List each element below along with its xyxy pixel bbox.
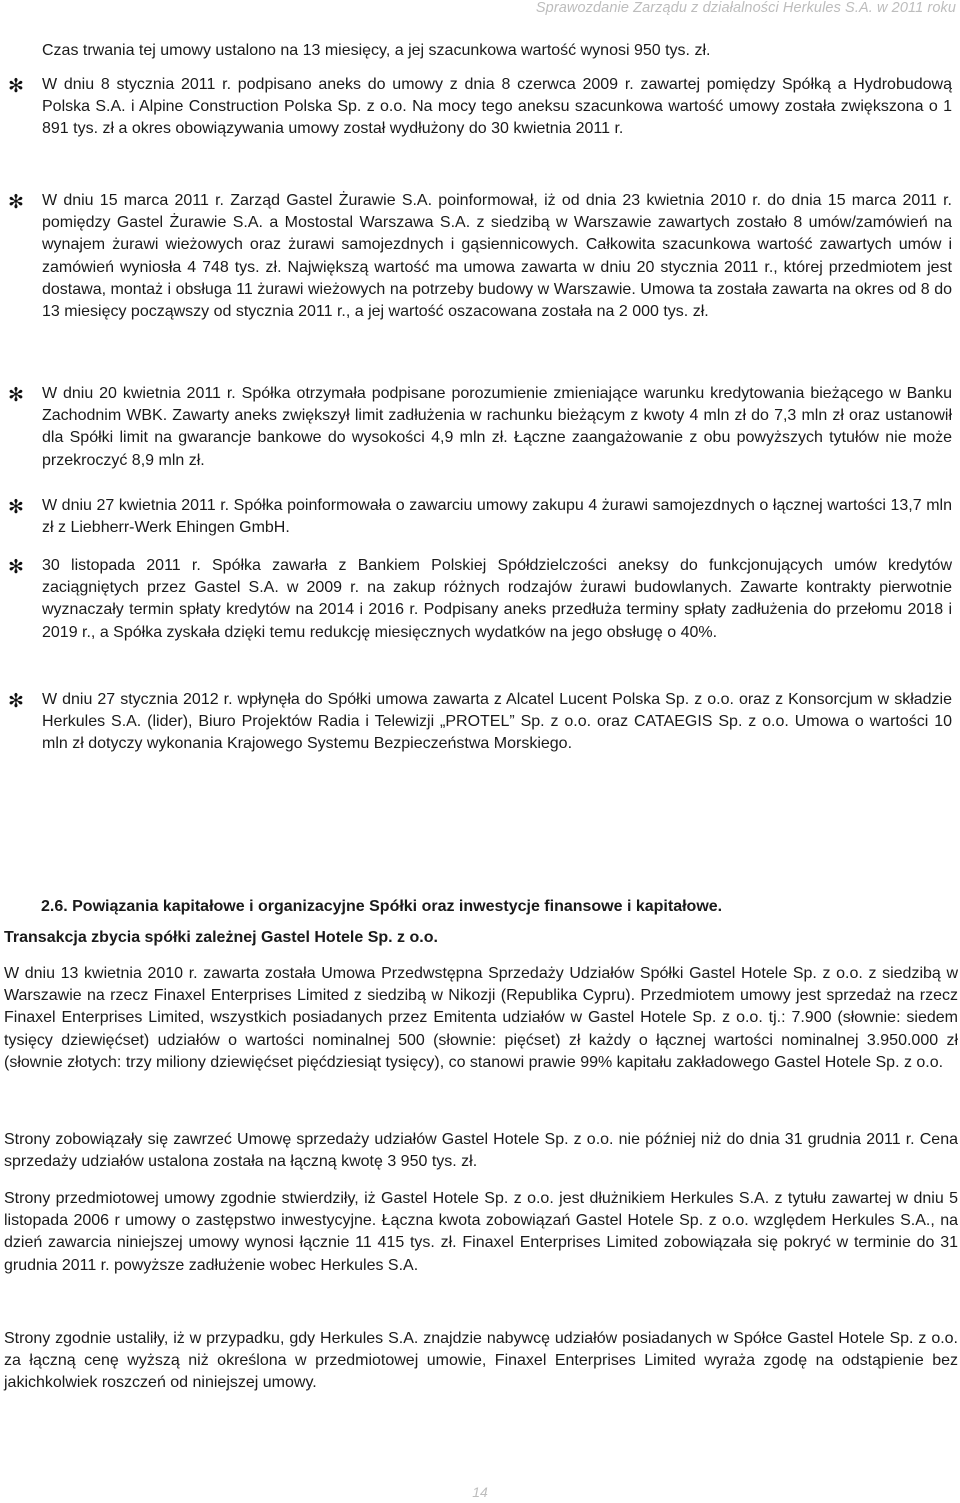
- asterisk-icon: ✻: [8, 691, 24, 712]
- bullet-paragraph: W dniu 8 stycznia 2011 r. podpisano aneks do umowy z dnia 8 czerwca 2009 r. zawartej pomiędzy Spółką a Hydrobudową Polska S.A. i Alpine Construction Polska Sp. z o.o. Na mocy tego aneksu szacunkowa wartość umowy została zwiększona o 1 891 tys. zł a okres obowiązywania umowy został wydłużony do 30 kwietnia 2011 r.: [42, 76, 952, 138]
- body-paragraph: Strony przedmiotowej umowy zgodnie stwierdziły, iż Gastel Hotele Sp. z o.o. jest dłużnikiem Herkules S.A. z tytułu zawartej w dniu 5 listopada 2006 r umowy o zastępstwo inwestycyjne. Łączna kwota zobowiązań Gastel Hotele Sp. z o.o. względem Herkules S.A., na dzień zawarcia niniejszej umowy wynosi łącznie 11 415 tys. zł. Finaxel Enterprises Limited zobowiązała się pokryć w terminie do 31 grudnia 2011 r. powyższe zadłużenie wobec Herkules S.A.: [4, 1190, 958, 1274]
- body-paragraph: Strony zgodnie ustaliły, iż w przypadku, gdy Herkules S.A. znajdzie nabywcę udziałów posiadanych w Spółce Gastel Hotele Sp. z o.o. za łączną cenę wyższą niż określona w przedmiotowej umowie, Finaxel Enterprises Limited wyraża zgodę na odstąpienie bez jakichkolwiek roszczeń od niniejszej umowy.: [4, 1330, 958, 1392]
- body-paragraph: W dniu 13 kwietnia 2010 r. zawarta została Umowa Przedwstępna Sprzedaży Udziałów Spółki Gastel Hotele Sp. z o.o. z siedzibą w Warszawie na rzecz Finaxel Enterprises Limited z siedzibą w Nikozji (Republika Cypru). Przedmiotem umowy jest sprzedaż na rzecz Finaxel Enterprises Limited, wszystkich posiadanych przez Emitenta udziałów w Gastel Hotele Sp. z o.o. tj.: 7.900 (słownie: siedem tysięcy dziewięćset) udziałów o wartości nominalnej 500 (słownie: pięćset) zł każdy o łącznej wartości nominalnej 3.950.000 zł (słownie złotych: trzy miliony dziewięćset pięćdziesiąt tysięcy), co stanowi prawie 99% kapitału zakładowego Gastel Hotele Sp. z o.o.: [4, 965, 958, 1071]
- page-number: 14: [472, 1484, 488, 1500]
- bullet-paragraph: W dniu 15 marca 2011 r. Zarząd Gastel Żurawie S.A. poinformował, iż od dnia 23 kwietnia 2010 r. do dnia 15 marca 2011 r. pomiędzy Gastel Żurawie S.A. a Mostostal Warszawa S.A. z siedzibą w Warszawie zawartych zostało 8 umów/zamówień na wynajem żurawi wieżowych oraz żurawi samojezdnych i gąsiennicowych. Całkowita szacunkowa wartość zawartych umów i zamówień wyniosła 4 748 tys. zł. Największą wartość ma umowa zawarta w dniu 20 stycznia 2011 r., której przedmiotem jest dostawa, montaż i obsługa 11 żurawi wieżowych na potrzeby budowy w Warszawie. Umowa ta została zawarta na okres od 8 do 13 miesięcy począwszy od stycznia 2011 r., a jej wartość oszacowana została na 2 000 tys. zł.: [42, 192, 952, 321]
- asterisk-icon: ✻: [8, 557, 24, 578]
- asterisk-icon: ✻: [8, 76, 24, 97]
- bullet-paragraph: W dniu 20 kwietnia 2011 r. Spółka otrzymała podpisane porozumienie zmieniające warunku kredytowania bieżącego w Banku Zachodnim WBK. Zawarty aneks zwiększył limit zadłużenia w rachunku bieżącym z kwoty 4 mln zł do 7,3 mln zł oraz ustanowił dla Spółki limit na gwarancje bankowe do wysokości 4,9 mln zł. Łączne zaangażowanie z obu powyższych tytułów nie może przekroczyć 8,9 mln zł.: [42, 385, 952, 469]
- section-heading: 2.6. Powiązania kapitałowe i organizacyjne Spółki oraz inwestycje finansowe i kapitałowe.: [41, 898, 723, 915]
- asterisk-icon: ✻: [8, 192, 24, 213]
- document-header: Sprawozdanie Zarządu z działalności Herkules S.A. w 2011 roku: [535, 0, 956, 16]
- asterisk-icon: ✻: [8, 385, 24, 406]
- bullet-paragraph: 30 listopada 2011 r. Spółka zawarła z Bankiem Polskiej Spółdzielczości aneksy do funkcjonujących umów kredytów zaciągniętych przez Gastel S.A. w 2009 r. na zakup różnych rodzajów żurawi budowlanych. Zawarte kontrakty pierwotnie wyznaczały termin spłaty kredytów na 2014 i 2016 r. Podpisany aneks przedłuża terminy spłaty zadłużenia do przełomu 2018 i 2019 r., a Spółka zyskała dzięki temu redukcję miesięcznych wydatków na jego obsługę o 40%.: [42, 557, 952, 641]
- asterisk-icon: ✻: [8, 497, 24, 518]
- intro-paragraph: Czas trwania tej umowy ustalono na 13 miesięcy, a jej szacunkowa wartość wynosi 950 tys. zł.: [42, 42, 711, 59]
- bullet-paragraph: W dniu 27 stycznia 2012 r. wpłynęła do Spółki umowa zawarta z Alcatel Lucent Polska Sp. z o.o. oraz z Konsorcjum w składzie Herkules S.A. (lider), Biuro Projektów Radia i Telewizji „PROTEL” Sp. z o.o. oraz CATAEGIS Sp. z o.o. Umowa o wartości 10 mln zł dotyczy wykonania Krajowego Systemu Bezpieczeństwa Morskiego.: [42, 691, 952, 753]
- section-subheading: Transakcja zbycia spółki zależnej Gastel Hotele Sp. z o.o.: [4, 929, 438, 946]
- body-paragraph: Strony zobowiązały się zawrzeć Umowę sprzedaży udziałów Gastel Hotele Sp. z o.o. nie później niż do dnia 31 grudnia 2011 r. Cena sprzedaży udziałów ustalona została na łączną kwotę 3 950 tys. zł.: [4, 1131, 958, 1171]
- bullet-paragraph: W dniu 27 kwietnia 2011 r. Spółka poinformowała o zawarciu umowy zakupu 4 żurawi samojezdnych o łącznej wartości 13,7 mln zł z Liebherr-Werk Ehingen GmbH.: [42, 497, 952, 537]
